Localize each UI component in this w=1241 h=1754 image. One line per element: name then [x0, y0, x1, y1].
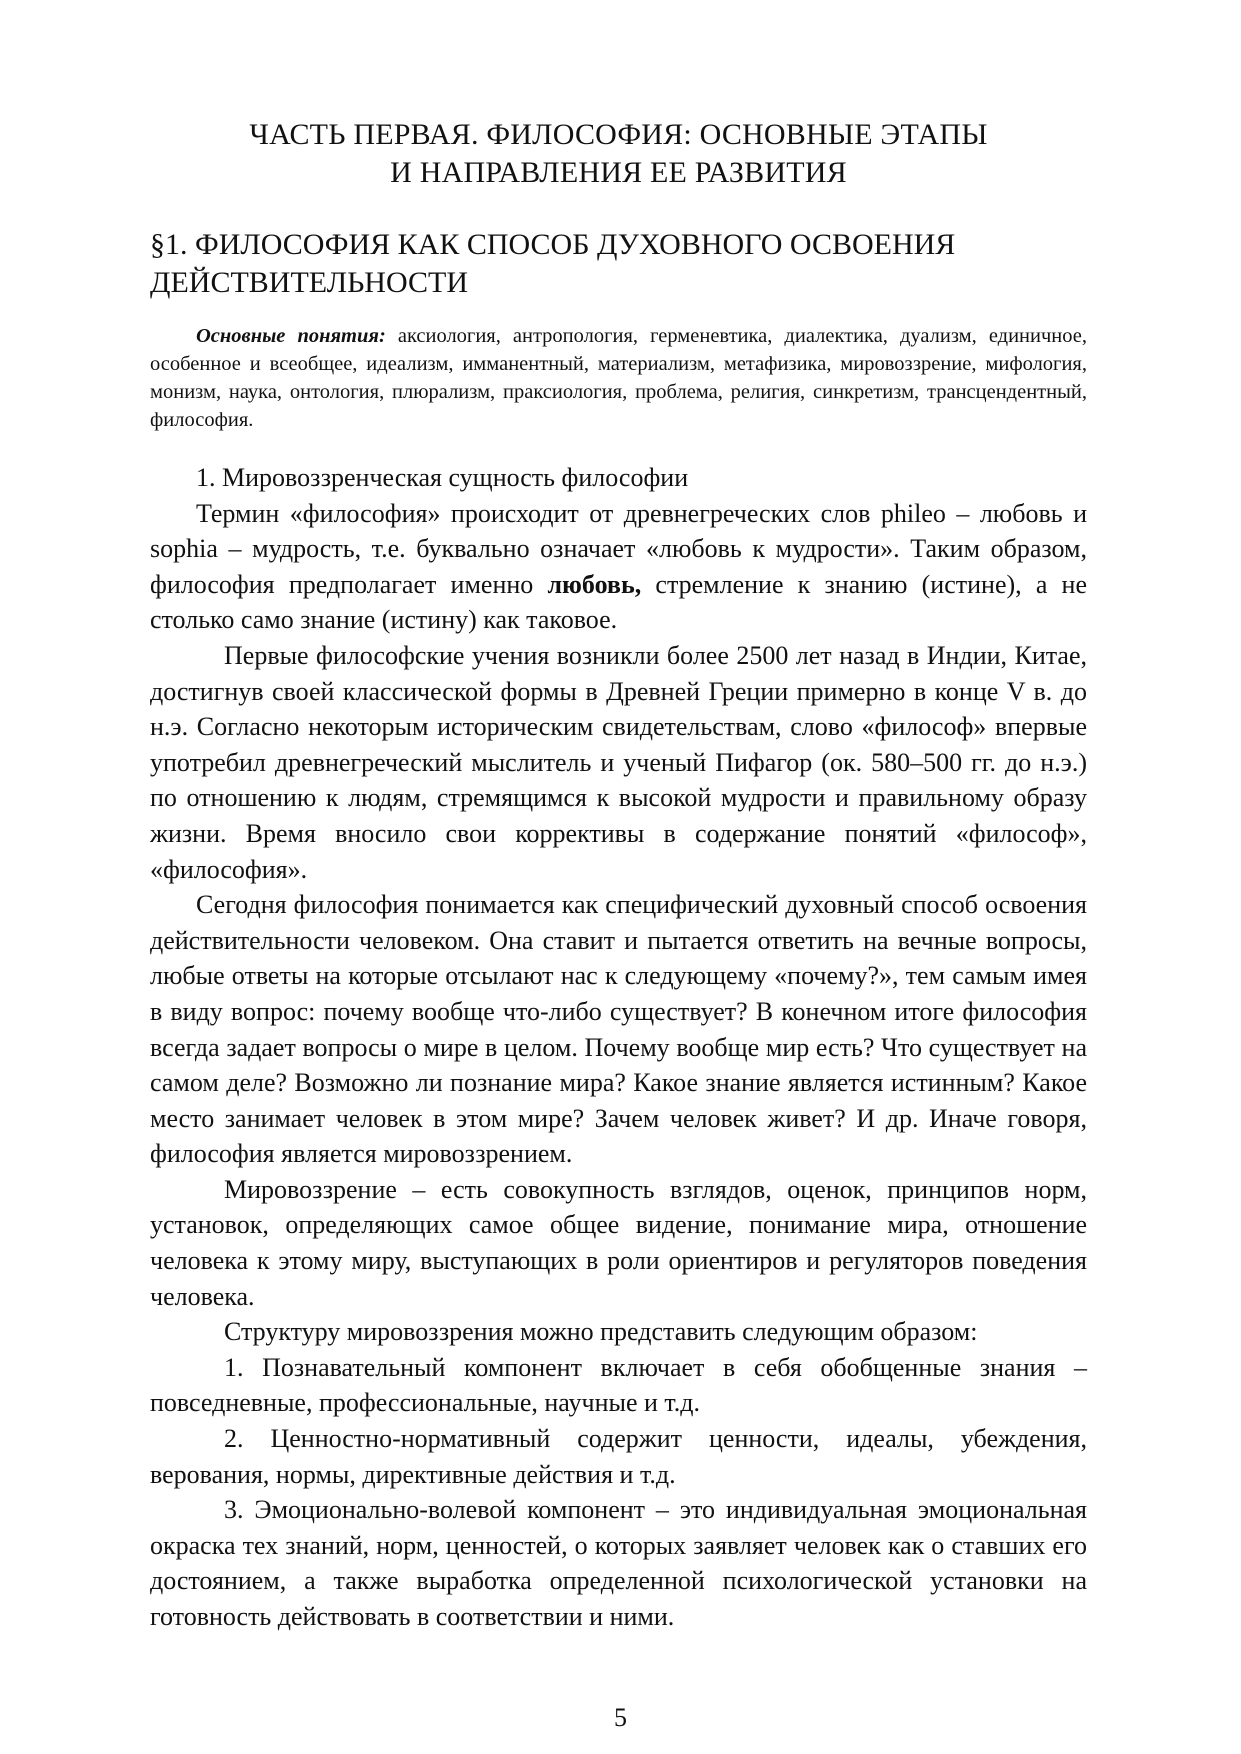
list-item: 1. Познавательный компонент включает в себя обобщенные знания – повседневные, профессиональные, научные и т.д.: [150, 1352, 1087, 1418]
body-text: [150, 460, 1087, 1635]
section-title-line-2: ДЕЙСТВИТЕЛЬНОСТИ: [150, 266, 468, 299]
paragraph-4: Мировоззрение – есть совокупность взглядов, оценок, принципов норм, установок, определяющих самое общее видение, понимание мира, отношение человека к этому миру, выступающих в роли ориентиров и регуляторов поведения человека.: [150, 1174, 1087, 1311]
list-item: 2. Ценностно-нормативный содержит ценности, идеалы, убеждения, верования, нормы, директивные действия и т.д.: [150, 1424, 1087, 1489]
section-title-line-1: §1. ФИЛОСОФИЯ КАК СПОСОБ ДУХОВНОГО ОСВОЕНИЯ: [150, 228, 956, 261]
paragraph-1-text-end: стремление к знанию (истине), а не столько само знание (истину) как таковое.: [150, 569, 1087, 635]
part-title: [150, 116, 1087, 192]
list-item: 3. Эмоционально-волевой компонент – это индивидуальная эмоциональная окраска тех знаний, норм, ценностей, о которых заявляет человек как о ставших его достоянием, а также выработка определенной психологической установки на готовность действовать в соответствии и ними.: [150, 1495, 1087, 1631]
paragraph-3: Сегодня философия понимается как специфический духовный способ освоения действительности человеком. Она ставит и пытается ответить на вечные вопросы, любые ответы на которые отсылают нас к следующему «почему?», тем самым имея в виду вопрос: почему вообще что-либо существует? В конечном итоге философия всегда задает вопросы о мире в целом. Почему вообще мир есть? Что существует на самом деле? Возможно ли познание мира? Какое знание является истинным? Какое место занимает человек в этом мире? Зачем человек живет? И др. Иначе говоря, философия является мировоззрением.: [150, 890, 1087, 1169]
key-concepts-label: Основные понятия:: [196, 325, 386, 347]
paragraph-1-text-start: Термин «философия» происходит от древнегреческих слов phileo – любовь и sophia – мудрость, т.е. буквально означает «любовь к мудрости». Таким образом, философия предполагает именно: [150, 498, 1087, 599]
key-concepts-text: аксиология, антропология, герменевтика, диалектика, дуализм, единичное, особенное и всеобщее, идеализм, имманентный, материализм, метафизика, мировоззрение, мифология, монизм, наука, онтология, плюрализм, праксиология, проблема, религия, синкретизм, трансцендентный, философия.: [150, 325, 1088, 431]
paragraph-1: [150, 496, 1087, 638]
paragraph-2: Первые философские учения возникли более 2500 лет назад в Индии, Китае, достигнув своей классической формы в Древней Греции примерно в конце V в. до н.э. Согласно некоторым историческим свидетельствам, слово «философ» впервые употребил древнегреческий мыслитель и ученый Пифагор (ок. 580–500 гг. до н.э.) по отношению к людям, стремящимся к высокой мудрости и правильному образу жизни. Время вносило свои коррективы в содержание понятий «философ», «философия».: [150, 640, 1087, 884]
paragraph-1-bold-word: любовь,: [547, 569, 642, 599]
part-title-line-1: ЧАСТЬ ПЕРВАЯ. ФИЛОСОФИЯ: ОСНОВНЫЕ ЭТАПЫ: [249, 118, 988, 151]
part-title-line-2: И НАПРАВЛЕНИЯ ЕЕ РАЗВИТИЯ: [390, 156, 847, 189]
key-concepts: [150, 322, 1087, 434]
section-title: [150, 226, 1087, 302]
subheading: 1. Мировоззренческая сущность философии: [196, 463, 689, 492]
page-number: 5: [614, 1703, 627, 1732]
paragraph-5: Структуру мировоззрения можно представить следующим образом:: [224, 1317, 978, 1347]
